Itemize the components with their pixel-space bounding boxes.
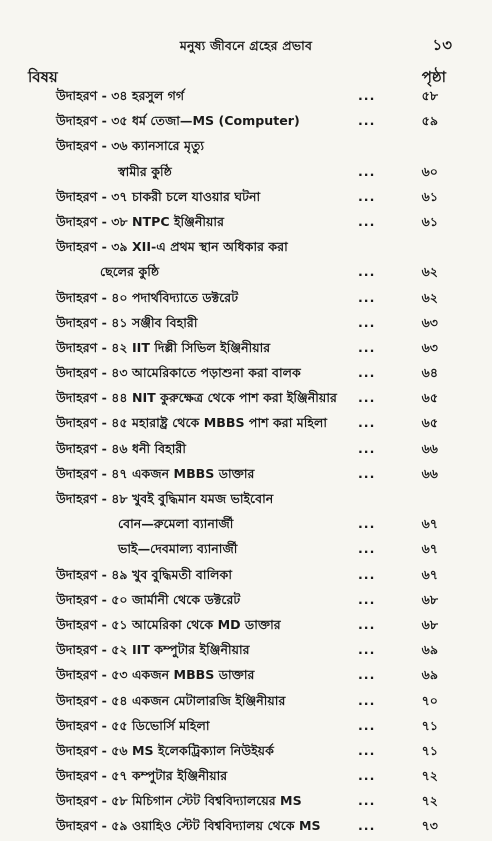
toc-entry: বোন—রুমেলা ব্যানার্জী	[118, 516, 234, 532]
toc-dots: ...	[358, 113, 376, 129]
toc-dots: ...	[358, 213, 376, 229]
toc-dots: ...	[358, 88, 376, 103]
toc-page-number: ৭০	[421, 692, 438, 708]
toc-page-number: ৫৯	[421, 113, 438, 129]
toc-dots: ...	[358, 163, 376, 179]
toc-page-number: ৭২	[421, 793, 438, 809]
toc-row	[0, 412, 492, 437]
toc-entry: ভাই—দেবমাল্য ব্যানার্জী	[118, 541, 238, 557]
toc-dots: ...	[358, 717, 376, 733]
toc-entry: উদাহরণ - ৪২ IIT দিল্লী সিভিল ইঞ্জিনীয়ার	[56, 339, 271, 355]
toc-row	[0, 488, 492, 513]
toc-page-number: ৬০	[421, 163, 438, 179]
toc-entry: উদাহরণ - ৫৪ একজন মেটালারজি ইঞ্জিনীয়ার	[56, 692, 286, 708]
toc-page-number: ৬৬	[421, 440, 438, 456]
toc-row-continuation	[0, 538, 492, 563]
toc-entry: উদাহরণ - ৫৬ MS ইলেকট্রিক্যাল নিউইয়র্ক	[56, 742, 274, 758]
toc-row	[0, 110, 492, 135]
toc-page-number: ৭৩	[421, 818, 438, 834]
toc-row	[0, 438, 492, 463]
toc-dots: ...	[358, 289, 376, 305]
toc-row	[0, 312, 492, 337]
toc-entry: উদাহরণ - ৩৮ NTPC ইঞ্জিনীয়ার	[56, 213, 224, 229]
toc-entry: উদাহরণ - ৫৭ কম্পুটার ইঞ্জিনীয়ার	[56, 768, 228, 784]
toc-page-number: ৬৩	[421, 314, 438, 330]
toc-dots: ...	[358, 818, 376, 834]
toc-dots: ...	[358, 793, 376, 809]
toc-dots: ...	[358, 188, 376, 204]
toc-dots: ...	[358, 742, 376, 758]
toc-page-number: ৬৩	[421, 339, 438, 355]
toc-entry: উদাহরণ - ৪৮ খুবই বুদ্ধিমান যমজ ভাইবোন	[56, 491, 274, 506]
toc-entry: উদাহরণ - ৩৪ হরসুল গর্গ	[56, 88, 185, 103]
toc-row-continuation	[0, 261, 492, 286]
toc-entry: উদাহরণ - ৪৫ মহারাষ্ট্র থেকে MBBS পাশ করা মহিলা	[56, 415, 327, 431]
toc-dots: ...	[358, 415, 376, 431]
toc-page-number: ৬৭	[421, 516, 438, 532]
toc-entry: উদাহরণ - ৪১ সঞ্জীব বিহারী	[56, 314, 198, 330]
toc-page-number: ৬১	[421, 188, 438, 204]
toc-row	[0, 287, 492, 312]
toc-dots: ...	[358, 616, 376, 632]
toc-dots: ...	[358, 566, 376, 582]
toc-dots: ...	[358, 314, 376, 330]
toc-row	[0, 614, 492, 639]
toc-dots: ...	[358, 339, 376, 355]
toc-entry: উদাহরণ - ৫০ জার্মানী থেকে ডক্টরেট	[56, 591, 241, 607]
toc-page-number: ৬৬	[421, 465, 438, 481]
toc-page-number: ৬৫	[421, 415, 438, 431]
toc-dots: ...	[358, 440, 376, 456]
toc-entry: উদাহরণ - ৫১ আমেরিকা থেকে MD ডাক্তার	[56, 616, 281, 632]
toc-row	[0, 186, 492, 211]
toc-page-number: ৬৭	[421, 566, 438, 582]
toc-dots: ...	[358, 264, 376, 280]
toc-row	[0, 362, 492, 387]
toc-entry: স্বামীর কুষ্ঠি	[118, 163, 172, 179]
toc-entry: উদাহরণ - ৪০ পদার্থবিদ্যাতে ডক্টরেট	[56, 289, 239, 305]
toc-row	[0, 463, 492, 488]
toc-dots: ...	[358, 516, 376, 532]
toc-entry: উদাহরণ - ৪৩ আমেরিকাতে পড়াশুনা করা বালক	[56, 365, 301, 381]
toc-entry: উদাহরণ - ৪৪ NIT কুরুক্ষেত্র থেকে পাশ করা ইঞ্জিনীয়ার	[56, 390, 337, 406]
toc-row	[0, 740, 492, 765]
page-number: ১৩	[432, 36, 452, 54]
toc-page-number: ৬৯	[421, 667, 438, 683]
toc-row	[0, 664, 492, 689]
toc-entry: ছেলের কুষ্ঠি	[100, 264, 160, 280]
toc-dots: ...	[358, 390, 376, 406]
toc-dots: ...	[358, 667, 376, 683]
toc-page-number: ৬২	[421, 264, 438, 280]
toc-row-continuation	[0, 513, 492, 538]
toc-dots: ...	[358, 642, 376, 658]
toc-row	[0, 564, 492, 589]
toc-page-number: ৭১	[421, 717, 438, 733]
toc-entry: উদাহরণ - ৩৯ XII-এ প্রথম স্থান অধিকার করা	[56, 239, 288, 255]
toc-row	[0, 135, 492, 160]
toc-page-number: ৬৯	[421, 642, 438, 658]
toc-entry: উদাহরণ - ৫৮ মিচিগান স্টেট বিশ্ববিদ্যালয়ের MS	[56, 793, 302, 809]
toc-entry: উদাহরণ - ৪৯ খুব বুদ্ধিমতী বালিকা	[56, 566, 233, 582]
toc-page-number: ৭১	[421, 742, 438, 758]
toc-page-number: ৬৫	[421, 390, 438, 406]
toc-row	[0, 85, 492, 110]
toc-row	[0, 337, 492, 362]
table-of-contents	[0, 85, 492, 841]
toc-dots: ...	[358, 541, 376, 557]
toc-dots: ...	[358, 768, 376, 784]
toc-row	[0, 387, 492, 412]
toc-dots: ...	[358, 365, 376, 381]
toc-row	[0, 790, 492, 815]
page-column-heading: পৃষ্ঠা	[421, 68, 446, 86]
toc-page-number: ৬৮	[421, 591, 438, 607]
toc-row	[0, 765, 492, 790]
toc-row	[0, 236, 492, 261]
toc-entry: উদাহরণ - ৩৬ ক্যানসারে মৃত্যু	[56, 138, 205, 154]
toc-row	[0, 690, 492, 715]
toc-entry: উদাহরণ - ৪৬ ধনী বিহারী	[56, 440, 186, 456]
toc-page-number: ৬১	[421, 213, 438, 229]
toc-entry: উদাহরণ - ৫৫ ডিভোর্সি মহিলা	[56, 717, 210, 733]
toc-entry: উদাহরণ - ৩৫ ধর্ম তেজা—MS (Computer)	[56, 113, 300, 129]
toc-page-number: ৬২	[421, 289, 438, 305]
toc-row	[0, 639, 492, 664]
toc-page-number: ৭২	[421, 768, 438, 784]
toc-page-number: ৬৭	[421, 541, 438, 557]
running-title: মনুষ্য জীবনে গ্রহের প্রভাব	[179, 38, 313, 53]
subject-column-heading: বিষয়	[28, 68, 58, 86]
toc-page-number: ৬৪	[421, 365, 438, 381]
toc-page-number: ৫৮	[421, 88, 438, 103]
toc-dots: ...	[358, 692, 376, 708]
toc-dots: ...	[358, 591, 376, 607]
toc-entry: উদাহরণ - ৫৯ ওয়াহিও স্টেট বিশ্ববিদ্যালয় থেকে MS	[56, 818, 321, 834]
toc-dots: ...	[358, 465, 376, 481]
toc-entry: উদাহরণ - ৩৭ চাকরী চলে যাওয়ার ঘটনা	[56, 188, 261, 204]
toc-row	[0, 589, 492, 614]
toc-entry: উদাহরণ - ৪৭ একজন MBBS ডাক্তার	[56, 465, 255, 481]
toc-row	[0, 715, 492, 740]
toc-entry: উদাহরণ - ৫২ IIT কম্পুটার ইঞ্জিনীয়ার	[56, 642, 250, 658]
toc-entry: উদাহরণ - ৫৩ একজন MBBS ডাক্তার	[56, 667, 255, 683]
toc-row-continuation	[0, 161, 492, 186]
toc-page-number: ৬৮	[421, 616, 438, 632]
toc-row	[0, 815, 492, 840]
toc-row	[0, 211, 492, 236]
